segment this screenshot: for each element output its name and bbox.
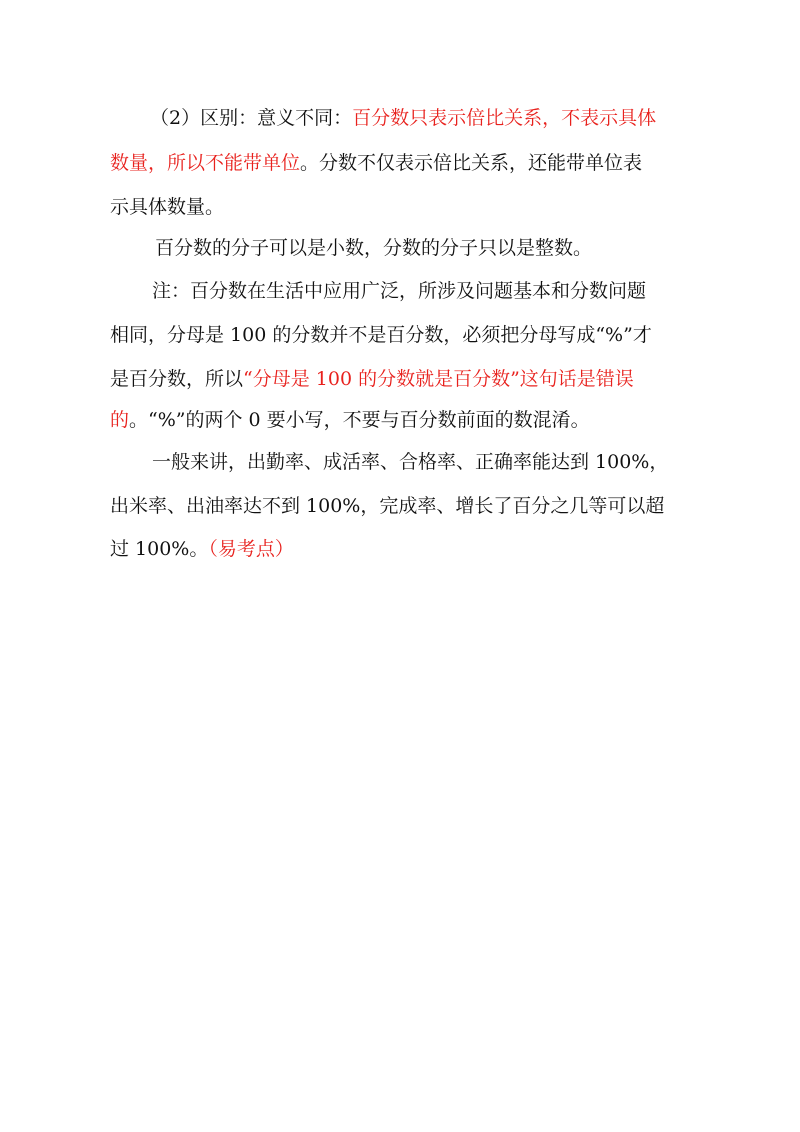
paragraph-note-line-3 [110,366,634,392]
highlighted-text: 数量，所以不能带单位 [110,152,301,174]
paragraph-note-line-4 [110,407,590,433]
highlighted-text: （易考点） [208,538,294,560]
paragraph-note-line-1: 注：百分数在生活中应用广泛，所涉及问题基本和分数问题 [152,280,647,302]
highlighted-text: 百分数只表示倍比关系，不表示具体 [352,107,657,129]
paragraph-difference-line-2 [110,150,642,176]
text-segment: 过 100%。 [110,538,209,560]
paragraph-difference-line-1 [150,105,656,131]
paragraph-rates-line-3 [110,536,294,562]
paragraph-note-line-2: 相同，分母是 100 的分数并不是百分数，必须把分母写成“%”才 [110,324,652,346]
paragraph-numerator: 百分数的分子可以是小数，分数的分子只以是整数。 [155,237,593,259]
highlighted-text: “分母是 100 的分数就是百分数”这句话是错误 [243,368,634,390]
paragraph-difference-line-3: 示具体数量。 [110,196,225,218]
text-segment: 。分数不仅表示倍比关系，还能带单位表 [300,152,643,174]
paragraph-rates-line-2: 出米率、出油率达不到 100%，完成率、增长了百分之几等可以超 [110,495,665,517]
text-segment: 是百分数，所以 [110,368,244,390]
highlighted-text: 的 [110,409,130,431]
text-segment: 。“%”的两个 0 要小写，不要与百分数前面的数混淆。 [129,409,590,431]
text-segment: （2）区别：意义不同： [150,107,353,129]
paragraph-rates-line-1: 一般来讲，出勤率、成活率、合格率、正确率能达到 100%， [152,451,669,473]
